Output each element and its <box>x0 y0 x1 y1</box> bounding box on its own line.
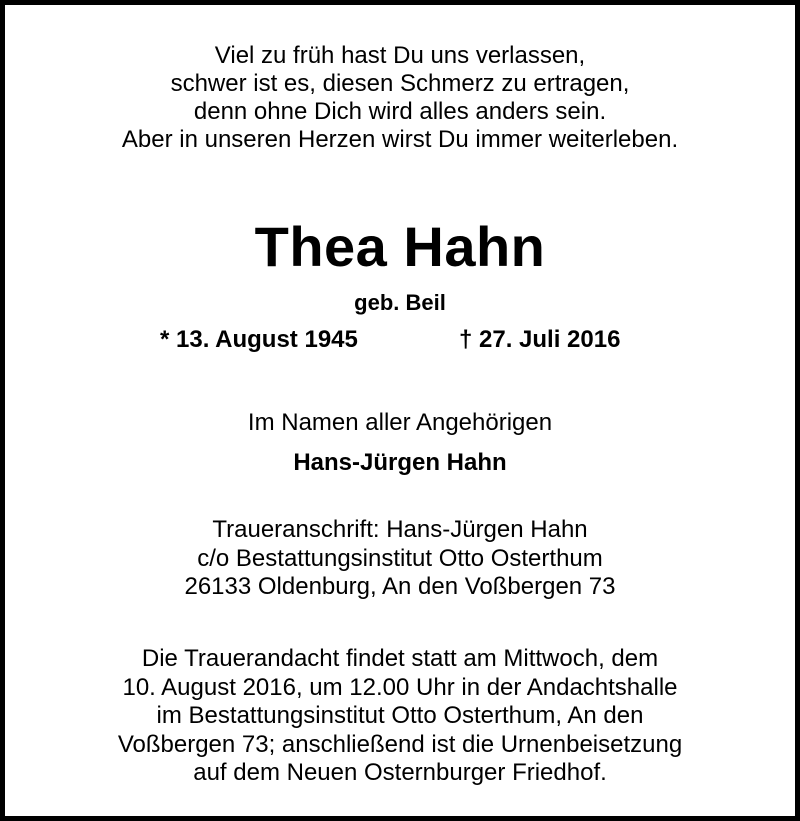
service-line: im Bestattungsinstitut Otto Osterthum, An den <box>156 702 644 729</box>
service-line: Die Trauerandacht findet statt am Mittwoch, dem <box>141 645 659 672</box>
on-behalf-line: Im Namen aller Angehörigen <box>247 409 553 436</box>
service-info <box>5 645 795 788</box>
deceased-name: Thea Hahn <box>254 215 546 278</box>
verse-line: denn ohne Dich wird alles anders sein. <box>193 98 607 125</box>
verse-line: Viel zu früh hast Du uns verlassen, <box>214 42 586 69</box>
address-line: c/o Bestattungsinstitut Otto Osterthum <box>197 544 603 572</box>
birth-date: * 13. August 1945 <box>160 326 358 353</box>
service-line: Voßbergen 73; anschließend ist die Urnenbeisetzung <box>117 730 683 758</box>
birth-name: geb. Beil <box>354 290 446 315</box>
memorial-verse <box>5 42 795 154</box>
signer-name: Hans-Jürgen Hahn <box>293 449 507 476</box>
death-date: † 27. Juli 2016 <box>459 326 621 353</box>
verse-line: Aber in unseren Herzen wirst Du immer weiterleben. <box>121 126 679 153</box>
service-line: auf dem Neuen Osternburger Friedhof. <box>193 759 607 786</box>
mourning-address <box>5 516 795 602</box>
service-line: 10. August 2016, um 12.00 Uhr in der Andachtshalle <box>122 673 678 701</box>
address-line: 26133 Oldenburg, An den Voßbergen 73 <box>184 573 616 600</box>
address-line: Traueranschrift: Hans-Jürgen Hahn <box>212 516 588 543</box>
verse-line: schwer ist es, diesen Schmerz zu ertragen, <box>170 70 630 97</box>
